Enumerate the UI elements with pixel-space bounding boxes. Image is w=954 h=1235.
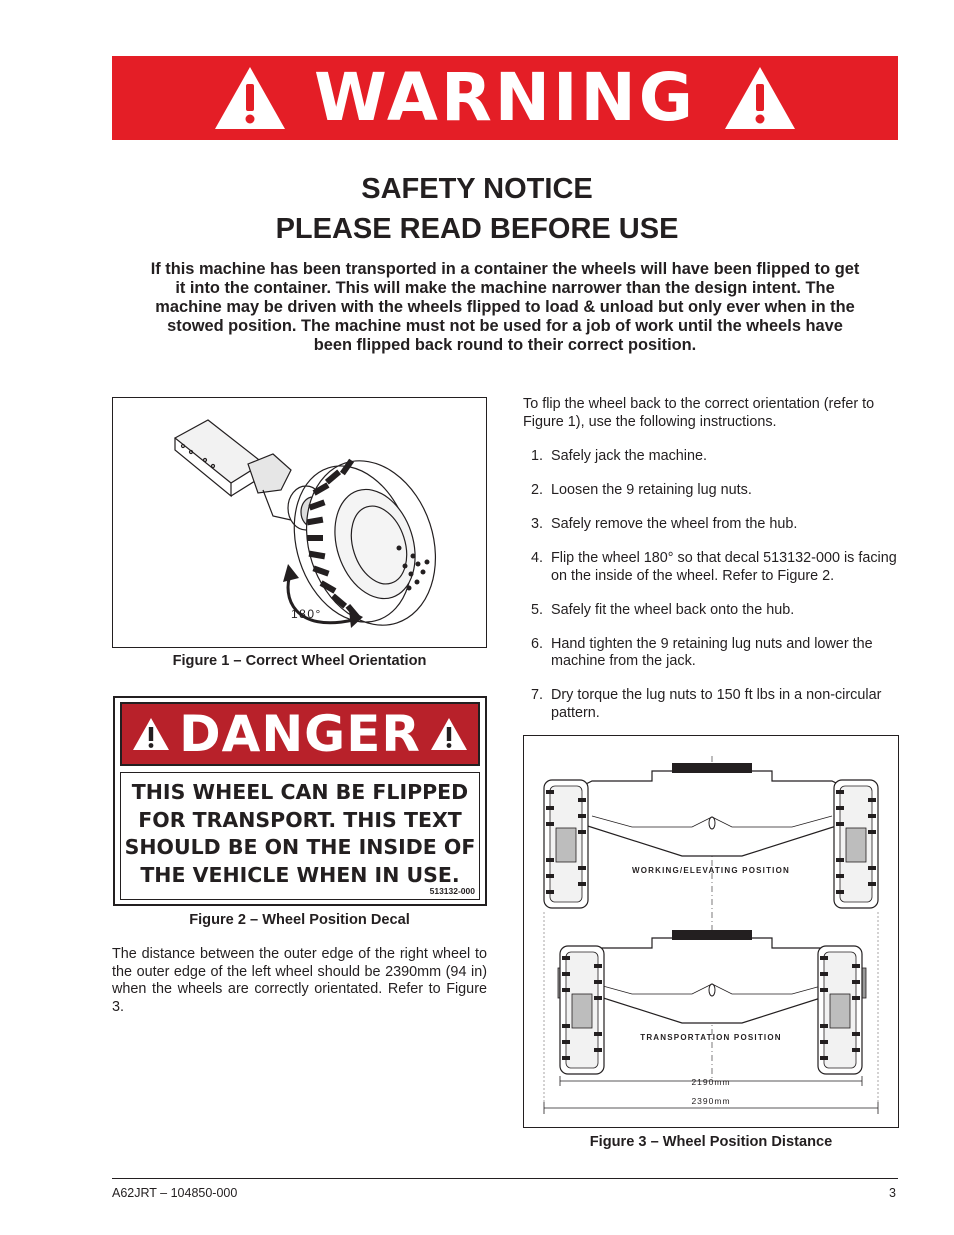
danger-body	[120, 772, 480, 900]
danger-line: SHOULD BE ON THE INSIDE OF	[124, 835, 476, 859]
figure3-frame	[523, 735, 899, 1128]
danger-header	[120, 702, 480, 766]
step-item	[523, 448, 899, 466]
step-number: 5.	[531, 601, 544, 618]
danger-triangle-icon	[131, 716, 171, 752]
warning-banner	[112, 56, 898, 140]
decal-code: 513132-000	[429, 886, 475, 896]
figure1-caption: Figure 1 – Correct Wheel Orientation	[172, 653, 427, 669]
danger-triangle-icon	[429, 716, 469, 752]
danger-decal	[113, 696, 487, 906]
step-number: 7.	[531, 687, 544, 703]
transportation-position-label: TRANSPORTATION POSITION	[640, 1033, 782, 1042]
dimension-inner-label: 2190mm	[691, 1077, 731, 1087]
warning-word: WARNING	[314, 59, 696, 136]
rotation-label: 180°	[291, 607, 322, 621]
instructions-intro: To flip the wheel back to the correct orientation (refer to Figure 1), use the following instructions.	[523, 396, 875, 430]
step-number: 2.	[531, 482, 544, 498]
step-item	[523, 687, 899, 722]
step-text: Loosen the 9 retaining lug nuts.	[551, 482, 752, 498]
step-item	[523, 636, 899, 671]
warning-triangle-icon	[212, 64, 288, 132]
footer-page-number: 3	[889, 1186, 896, 1200]
danger-line: THIS WHEEL CAN BE FLIPPED	[131, 780, 469, 804]
distance-paragraph: The distance between the outer edge of the right wheel to the outer edge of the left wheel should be 2390mm (94 in) when the wheels are correctly orientated. Refer to Figure 3.	[112, 946, 487, 1015]
step-item	[523, 482, 899, 500]
safety-notice-title: SAFETY NOTICE	[361, 173, 593, 205]
figure2-caption: Figure 2 – Wheel Position Decal	[189, 912, 410, 928]
step-text: Safely jack the machine.	[551, 448, 707, 464]
step-number: 6.	[531, 635, 544, 652]
danger-line: THE VEHICLE WHEN IN USE.	[140, 862, 460, 887]
step-text: Safely fit the wheel back onto the hub.	[551, 601, 795, 618]
step-text: Hand tighten the 9 retaining lug nuts and lower the machine from the jack.	[551, 635, 873, 669]
warning-triangle-icon	[722, 64, 798, 132]
intro-paragraph: If this machine has been transported in a container the wheels will have been flipped to get it into the container. This will make the machine narrower than the design intent. The machine may be driven with the wheels flipped to load & unload but only ever when in the stowed position. The machine must not be used for a job of work until the wheels have been flipped back round to their correct position.	[150, 260, 860, 354]
step-item	[523, 550, 899, 585]
footer-doc-id: A62JRT – 104850-000	[112, 1186, 238, 1200]
step-text: Safely remove the wheel from the hub.	[551, 516, 798, 532]
figure1-frame	[112, 397, 487, 648]
working-position-label: WORKING/ELEVATING POSITION	[631, 866, 791, 875]
figure3-caption: Figure 3 – Wheel Position Distance	[589, 1134, 833, 1150]
step-number: 3.	[531, 516, 544, 532]
danger-message	[121, 779, 479, 889]
step-text: Flip the wheel 180° so that decal 513132-000 is facing on the inside of the wheel. Refer to Figure 2.	[551, 550, 897, 584]
step-item	[523, 602, 899, 620]
please-read-title: PLEASE READ BEFORE USE	[275, 213, 679, 245]
instruction-steps	[523, 448, 899, 739]
step-number: 4.	[531, 550, 544, 566]
step-text: Dry torque the lug nuts to 150 ft lbs in a non-circular pattern.	[551, 687, 882, 721]
dimension-outer-label: 2390mm	[691, 1096, 731, 1106]
step-item	[523, 516, 899, 534]
step-number: 1.	[531, 448, 544, 464]
footer-rule	[112, 1178, 898, 1179]
danger-word: DANGER	[179, 705, 421, 763]
wheel-position-diagram	[524, 736, 898, 1127]
danger-line: FOR TRANSPORT. THIS TEXT	[138, 807, 462, 832]
